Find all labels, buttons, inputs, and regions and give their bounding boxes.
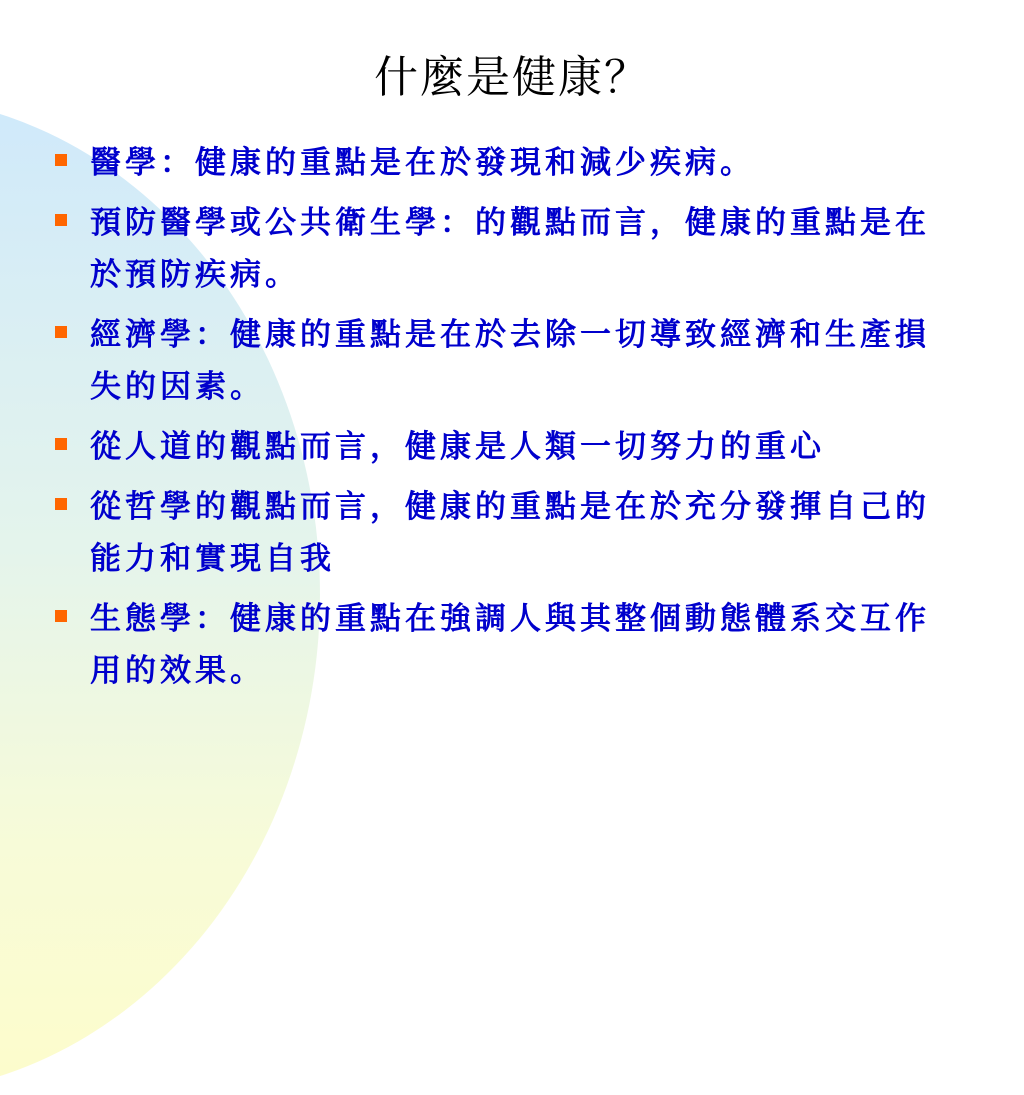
bullet-text: 醫學：健康的重點是在於發現和減少疾病。 bbox=[90, 145, 755, 181]
bullet-square-icon bbox=[55, 610, 67, 622]
bullet-item bbox=[52, 197, 962, 301]
bullet-item bbox=[52, 593, 962, 697]
bullet-text: 生態學：健康的重點在強調人與其整個動態體系交互作用的效果。 bbox=[90, 601, 930, 689]
bullet-item bbox=[52, 137, 962, 189]
bullet-square-icon bbox=[55, 438, 67, 450]
bullet-square-icon bbox=[55, 214, 67, 226]
bullet-square-icon bbox=[55, 326, 67, 338]
bullet-item bbox=[52, 421, 962, 473]
bullet-list bbox=[52, 137, 962, 705]
bullet-item bbox=[52, 309, 962, 413]
bullet-text: 經濟學：健康的重點是在於去除一切導致經濟和生產損失的因素。 bbox=[90, 317, 930, 405]
bullet-text: 預防醫學或公共衛生學：的觀點而言，健康的重點是在於預防疾病。 bbox=[90, 205, 930, 293]
bullet-text: 從哲學的觀點而言，健康的重點是在於充分發揮自己的能力和實現自我 bbox=[90, 489, 930, 577]
bullet-square-icon bbox=[55, 154, 67, 166]
bullet-item bbox=[52, 481, 962, 585]
bullet-square-icon bbox=[55, 498, 67, 510]
slide-title: 什麼是健康？ bbox=[374, 52, 650, 103]
bullet-text: 從人道的觀點而言，健康是人類一切努力的重心 bbox=[90, 429, 825, 465]
